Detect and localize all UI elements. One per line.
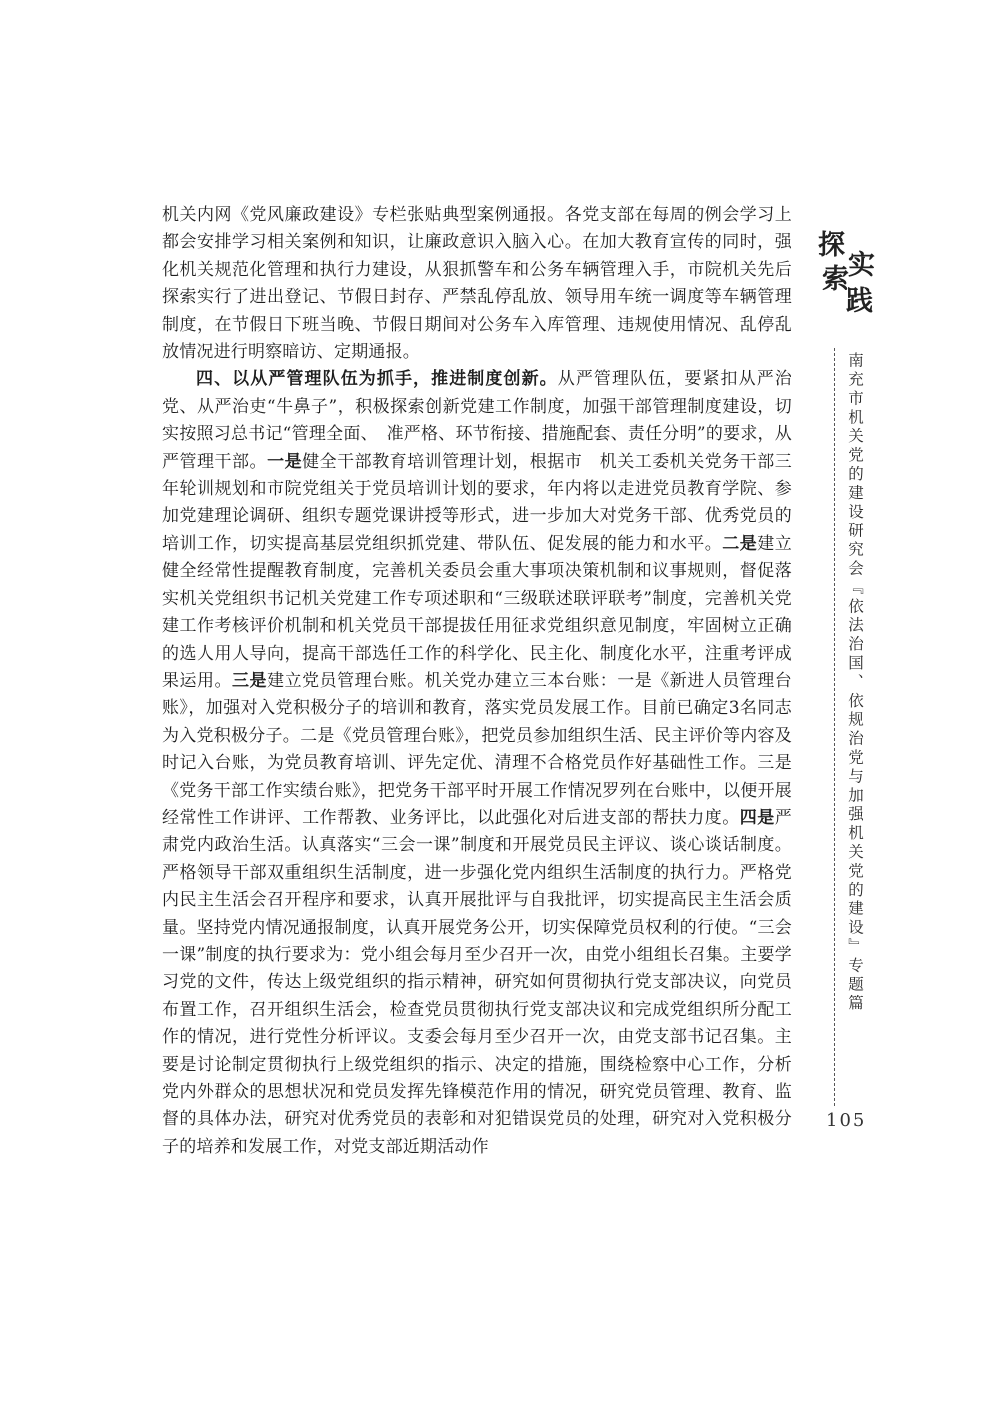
running-head: 南充市机关党的建设研究会『依法治国、依规治党与加强机关党的建设』专题篇 [846, 352, 864, 1014]
sidebar-divider [834, 348, 835, 1106]
section-heading: 四、以从严管理队伍为抓手，推进制度创新。 [196, 369, 558, 390]
logo-char: 索 [822, 264, 849, 295]
item-label: 四是 [739, 807, 775, 828]
logo-char: 践 [846, 286, 873, 317]
logo-char: 探 [818, 230, 845, 261]
paragraph-text: 建立健全经常性提醒教育制度，完善机关委员会重大事项决策机制和议事规则，督促落实机关党组织书记机关党建工作专项述职和“三级联述联评联考”制度，完善机关党建工作考核评价机制和机关党员干部提拔任用征求党组织意见制度，牢固树立正确的选人用人导向，提高干部选任工作的科学化、民主化、制度化水平，注重考评成果运用。 [162, 533, 793, 691]
item-label: 三是 [232, 670, 268, 691]
item-label: 一是 [267, 451, 303, 472]
paragraph-text: 建立党员管理台账。机关党办建立三本台账：一是《新进人员管理台账》，加强对入党积极分子的培训和教育，落实党员发展工作。目前已确定3名同志为入党积极分子。二是《党员管理台账》，把党员参加组织生活、民主评价等内容及时记入台账，为党员教育培训、评先定优、清理不合格党员作好基础性工作。三是《党务干部工作实绩台账》，把党务干部平时开展工作情况罗列在台账中，以便开展经常性工作讲评、工作帮教、业务评比，以此强化对后进支部的帮扶力度。 [162, 670, 793, 828]
item-label: 二是 [722, 533, 758, 554]
main-text [162, 202, 792, 1161]
paragraph-text: 从严管理队伍，要紧扣从严治党、从严治吏“牛鼻子”，积极探索创新党建工作制度，加强干部管理制度建设，切实按照习总书记“管理全面、 准严格、环节衔接、措施配套、责任分明”的要求，从严管理干部。 [162, 369, 792, 472]
paragraph-text: 严肃党内政治生活。认真落实“三会一课”制度和开展党员民主评议、谈心谈话制度。严格领导干部双重组织生活制度，进一步强化党内组织生活制度的执行力。严格党内民主生活会召开程序和要求，认真开展批评与自我批评，切实提高民主生活会质量。坚持党内情况通报制度，认真开展党务公开，切实保障党员权利的行使。“三会一课”制度的执行要求为：党小组会每月至少召开一次，由党小组组长召集。主要学习党的文件，传达上级党组织的指示精神，研究如何贯彻执行党支部决议，向党员布置工作，召开组织生活会，检查党员贯彻执行党支部决议和完成党组织所分配工作的情况，进行党性分析评议。支委会每月至少召开一次，由党支部书记召集。主要是讨论制定贯彻执行上级党组织的指示、决定的措施，围绕检察中心工作，分析党内外群众的思想状况和党员发挥先锋模范作用的情况，研究党员管理、教育、监督的具体办法，研究对优秀党员的表彰和对犯错误党员的处理，研究对入党积极分子的培养和发展工作，对党支部近期活动作 [162, 807, 792, 1157]
paragraph-text: 健全干部教育培训管理计划，根据市 机关工委机关党务干部三年轮训规划和市院党组关于党员培训计划的要求，年内将以走进党员教育学院、参加党建理论调研、组织专题党课讲授等形式，进一步加大对党务干部、优秀党员的培训工作，切实提高基层党组织抓党建、带队伍、促发展的能力和水平。 [162, 451, 793, 554]
paragraph-1: 机关内网《党风廉政建设》专栏张贴典型案例通报。各党支部在每周的例会学习上都会安排学习相关案例和知识，让廉政意识入脑入心。在加大教育宣传的同时，强化机关规范化管理和执行力建设，从狠抓警车和公务车辆管理入手，市院机关先后探索实行了进出登记、节假日封存、严禁乱停乱放、领导用车统一调度等车辆管理制度，在节假日下班当晚、节假日期间对公务车入库管理、违规使用情况、乱停乱放情况进行明察暗访、定期通报。 [162, 205, 792, 363]
page-number: 105 [826, 1110, 867, 1131]
logo-char: 实 [848, 250, 875, 281]
paragraph-2 [162, 366, 792, 1161]
section-logo [818, 232, 878, 342]
